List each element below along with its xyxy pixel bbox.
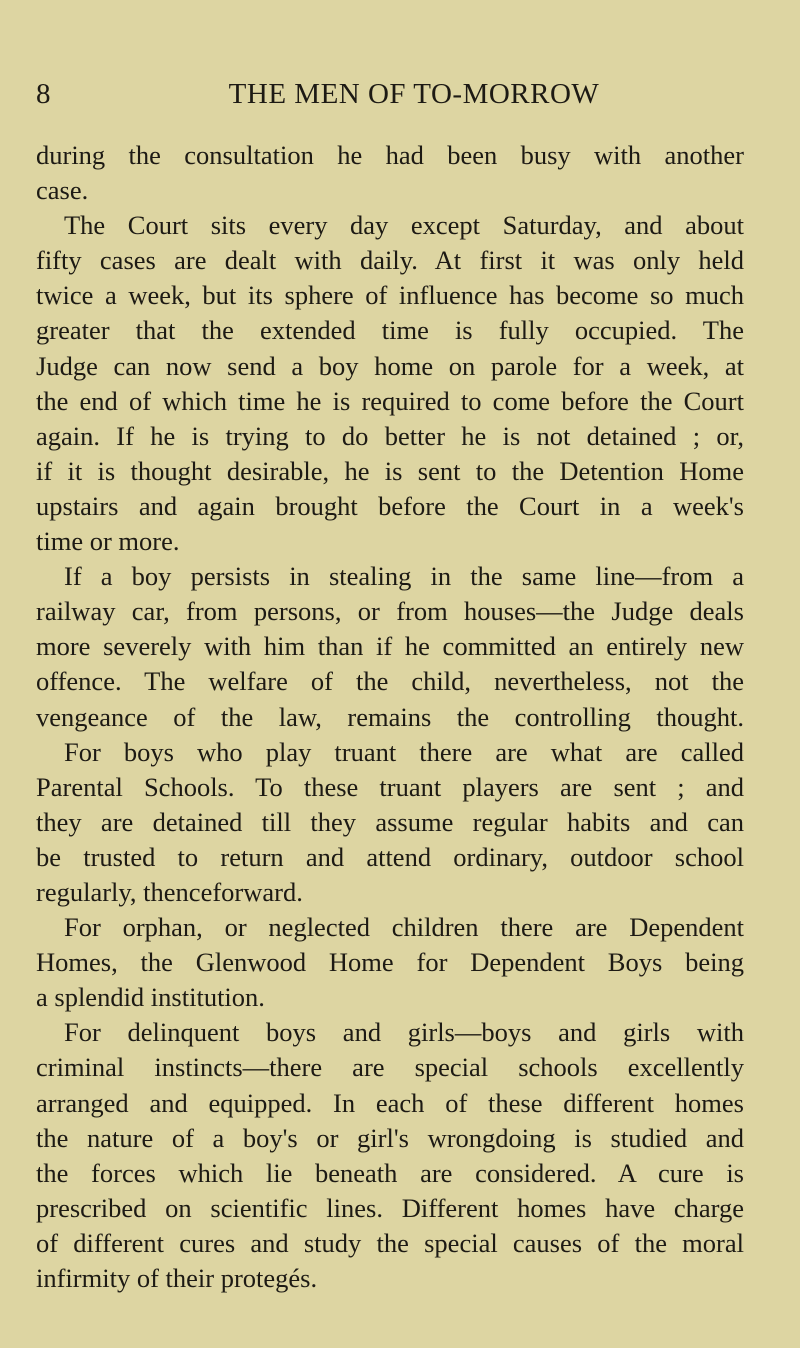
page-number: 8 — [36, 78, 51, 110]
text-line: case. — [36, 175, 89, 206]
text-line: the nature of a boy's or girl's wrongdoing is studied and — [36, 1122, 744, 1153]
text-line: more severely with him than if he committed an entirely new — [36, 631, 744, 662]
text-line: twice a week, but its sphere of influence has become so much — [36, 280, 744, 311]
text-line: greater that the extended time is fully occupied. The — [36, 315, 744, 346]
text-line: The Court sits every day except Saturday, and about — [64, 210, 744, 241]
text-line: be trusted to return and attend ordinary, outdoor school — [36, 841, 744, 872]
text-line: the forces which lie beneath are considered. A cure is — [36, 1157, 744, 1188]
text-line: If a boy persists in stealing in the same line—from a — [64, 561, 744, 592]
text-line: railway car, from persons, or from houses—the Judge deals — [36, 596, 744, 627]
text-line: fifty cases are dealt with daily. At first it was only held — [36, 245, 744, 276]
running-title: THE MEN OF TO-MORROW — [228, 78, 600, 110]
text-line: infirmity of their protegés. — [36, 1263, 318, 1293]
text-line: Judge can now send a boy home on parole for a week, at — [36, 350, 744, 381]
text-line: a splendid institution. — [36, 982, 265, 1013]
text-line: regularly, thenceforward. — [36, 876, 303, 907]
text-line: the end of which time he is required to come before the Court — [36, 385, 744, 416]
text-line: of different cures and study the special causes of the moral — [36, 1227, 744, 1258]
text-line: they are detained till they assume regular habits and can — [36, 806, 744, 837]
body-text — [36, 138, 744, 1296]
text-line: time or more. — [36, 526, 180, 557]
text-line: offence. The welfare of the child, nevertheless, not the — [36, 666, 744, 697]
text-line: vengeance of the law, remains the controlling thought. — [36, 701, 744, 732]
text-line: Homes, the Glenwood Home for Dependent Boys being — [36, 947, 744, 978]
text-line: criminal instincts—there are special schools excellently — [36, 1052, 744, 1083]
text-line: upstairs and again brought before the Court in a week's — [36, 490, 744, 521]
text-line: again. If he is trying to do better he is not detained ; or, — [36, 420, 744, 451]
text-line: For orphan, or neglected children there are Dependent — [64, 912, 744, 943]
text-line: For delinquent boys and girls—boys and girls with — [64, 1017, 744, 1048]
text-line: prescribed on scientific lines. Different homes have charge — [36, 1192, 744, 1223]
text-line: during the consultation he had been busy with another — [36, 140, 744, 170]
text-line: arranged and equipped. In each of these different homes — [36, 1087, 744, 1118]
text-line: Parental Schools. To these truant players are sent ; and — [36, 771, 744, 802]
page-header — [36, 74, 772, 114]
text-line: For boys who play truant there are what are called — [64, 736, 744, 767]
text-line: if it is thought desirable, he is sent to the Detention Home — [36, 455, 744, 486]
